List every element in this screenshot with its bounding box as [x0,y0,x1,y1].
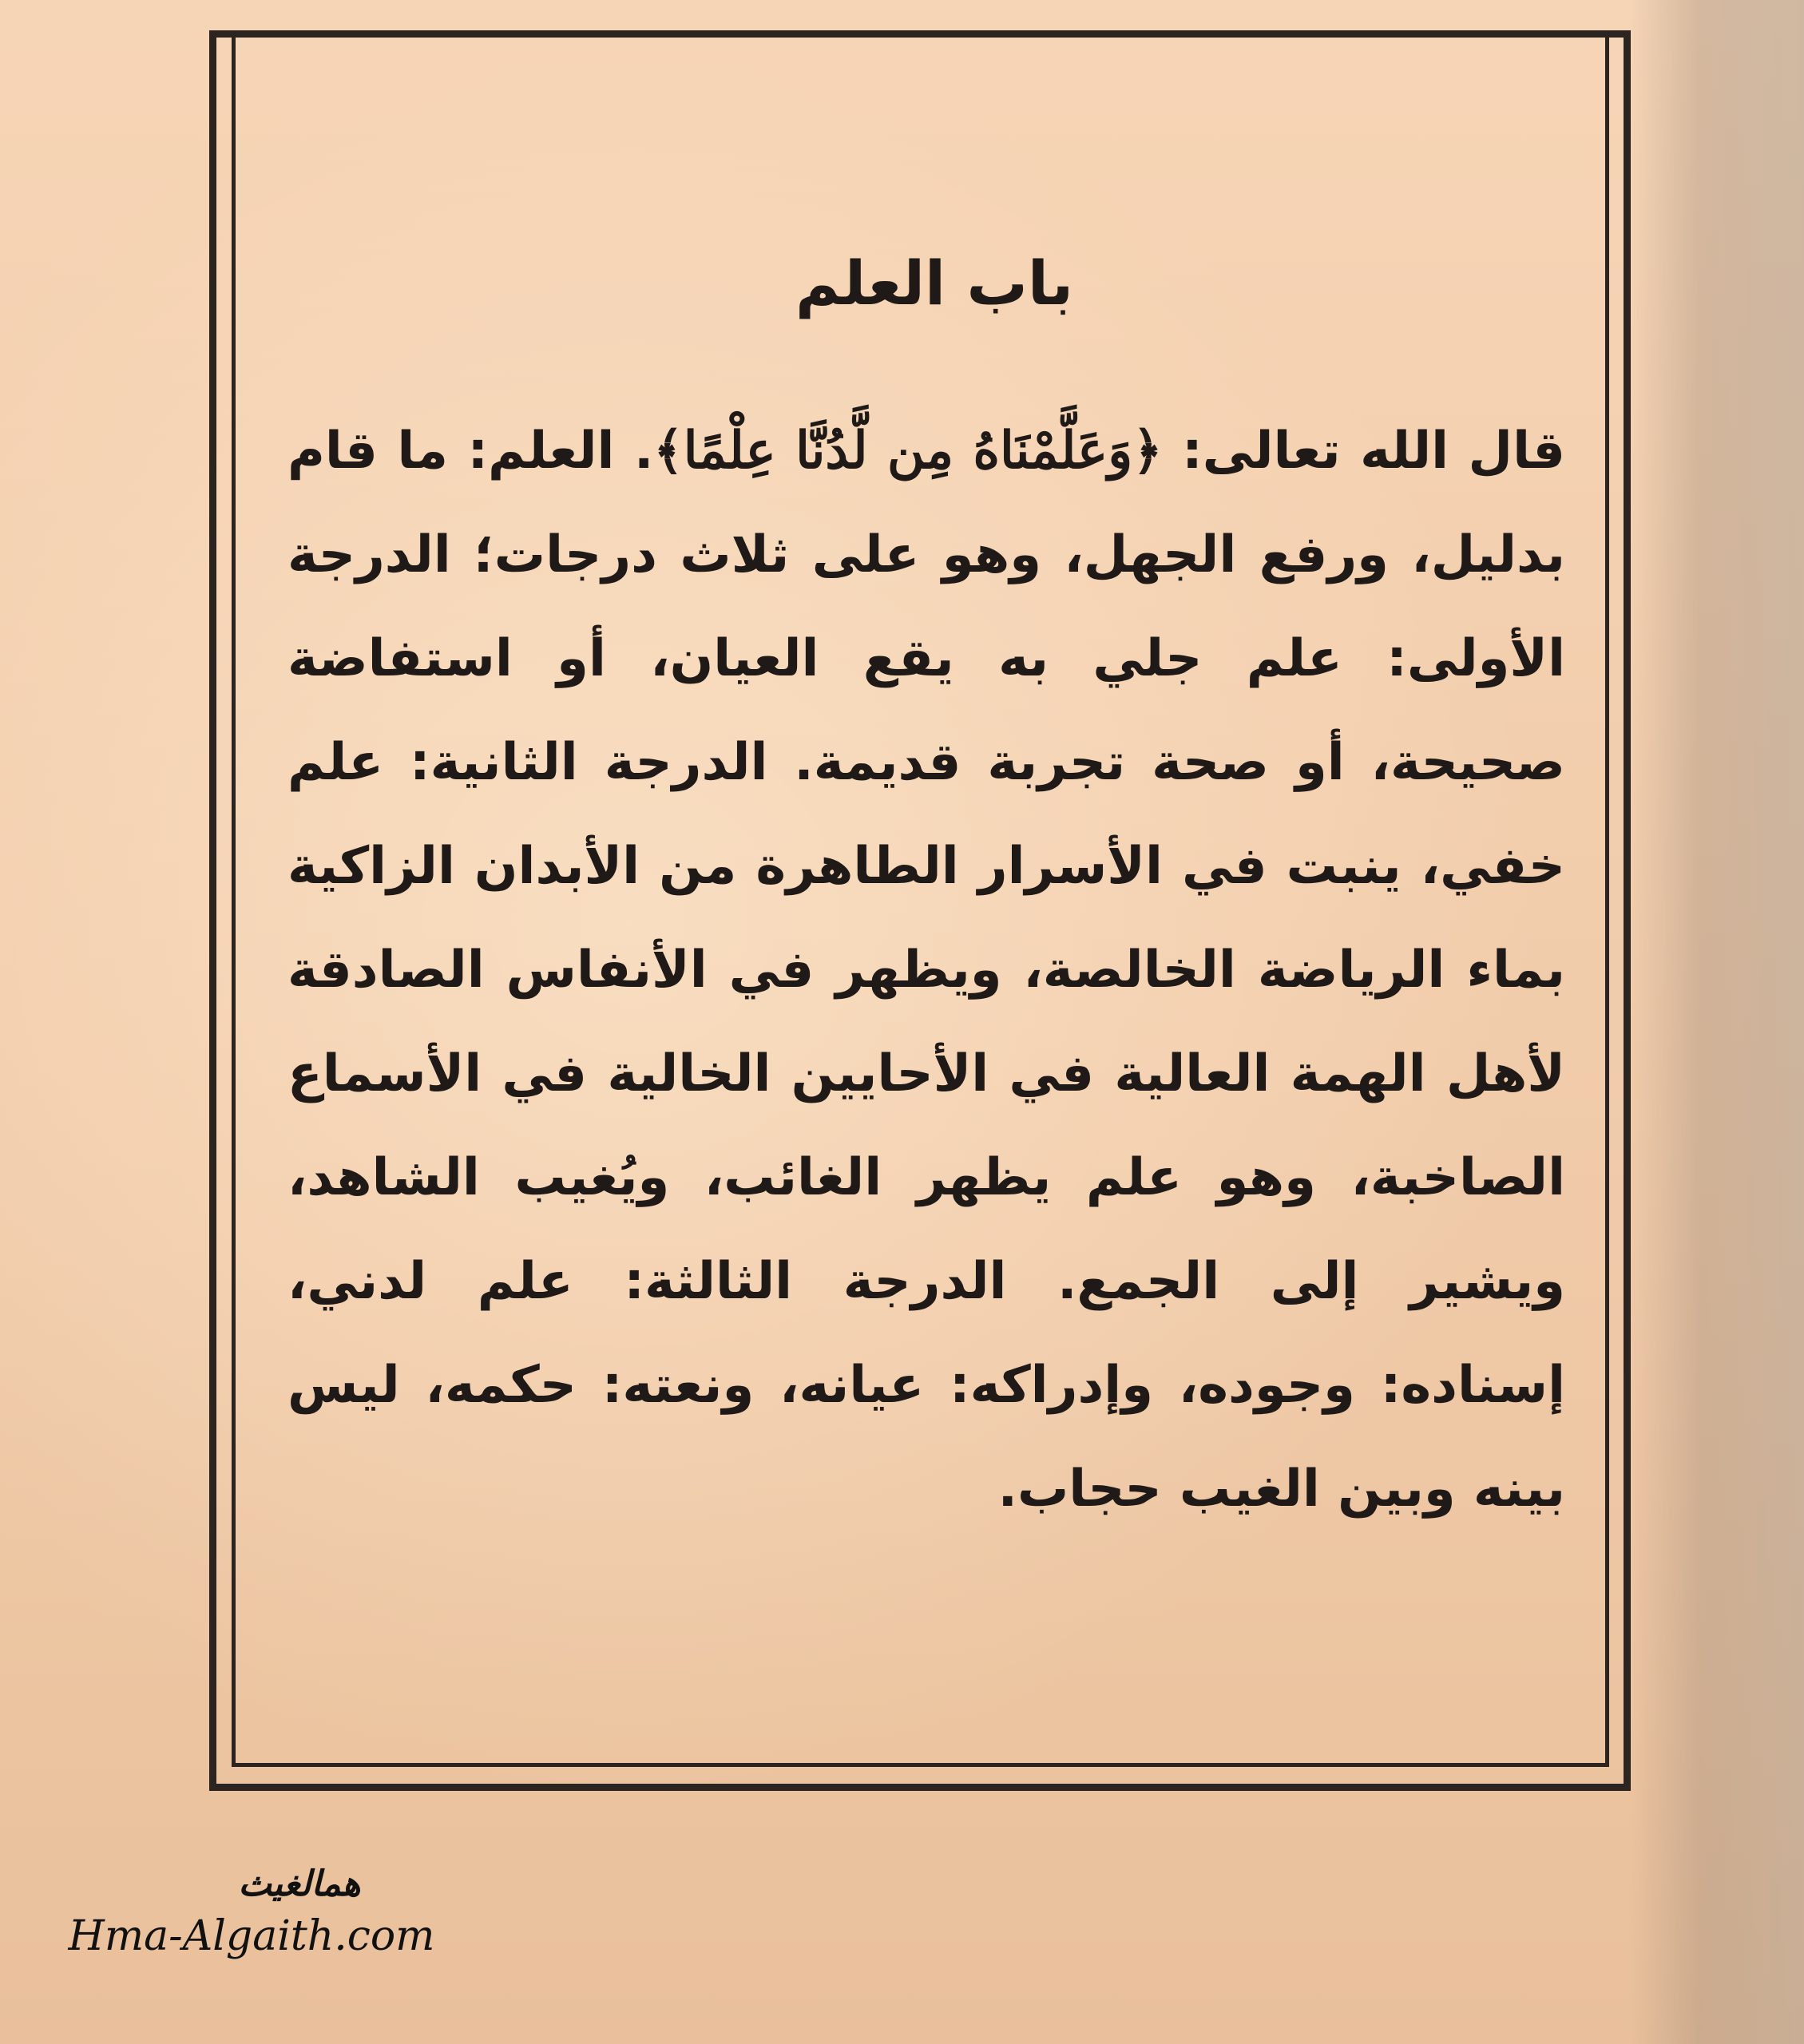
body-text: . العلم: ما قام بدليل، ورفع الجهل، وهو على ثلاث درجات؛ الدرجة الأولى: علم جلي به يقع العيان، أو استفاضة صحيحة، أو صحة تجربة قديمة. الدرجة الثانية: علم خفي، ينبت في الأسرار الطاهرة من الأبدان الزاكية بماء الرياضة الخالصة، ويظهر في الأنفاس الصادقة لأهل الهمة العالية في الأحايين الخالية في الأسماع الصاخبة، وهو علم يظهر الغائب، ويُغيب الشاهد، ويشير إلى الجمع. الدرجة الثالثة: علم لدني، إسناده: وجوده، وإدراكه: عيانه، ونعته: حكمه، ليس بينه وبين الغيب حجاب. [287,422,1565,1519]
site-watermark [44,1860,459,1964]
body-paragraph [264,399,1581,1541]
quran-verse: ﴿وَعَلَّمْنَاهُ مِن لَّدُنَّا عِلْمًا﴾ [653,421,1163,481]
watermark-url: Hma-Algaith.com [68,1912,435,1960]
page-content [264,240,1581,1541]
section-title: باب العلم [795,248,1073,319]
page-edge-shadow [1629,0,1804,2044]
intro-text: قال الله تعالى: [1162,422,1566,481]
watermark-arabic: همالغيث [238,1864,361,1904]
